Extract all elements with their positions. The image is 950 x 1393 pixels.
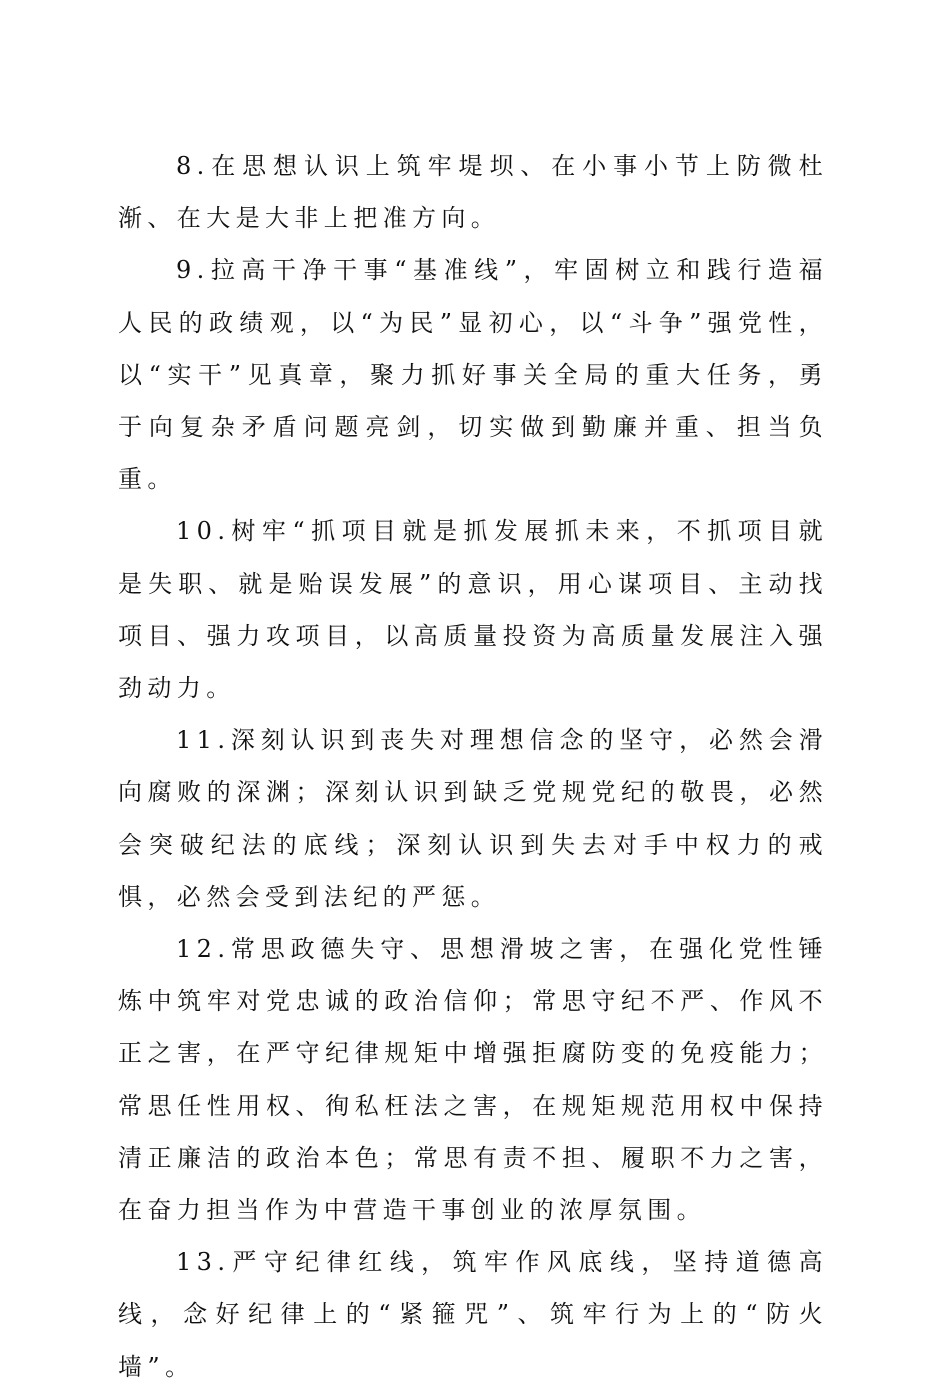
paragraph-13: 13.严守纪律红线，筑牢作风底线，坚持道德高线，念好纪律上的“紧箍咒”、筑牢行为上的“防火墙”。	[118, 1248, 828, 1381]
document-body	[118, 140, 828, 1393]
paragraph-12: 12.常思政德失守、思想滑坡之害，在强化党性锤炼中筑牢对党忠诚的政治信仰；常思守纪不严、作风不正之害，在严守纪律规矩中增强拒腐防变的免疫能力；常思任性用权、徇私枉法之害，在规矩规范用权中保持清正廉洁的政治本色；常思有责不担、履职不力之害，在奋力担当作为中营造干事创业的浓厚氛围。	[118, 935, 828, 1225]
paragraph-10: 10.树牢“抓项目就是抓发展抓未来，不抓项目就是失职、就是贻误发展”的意识，用心谋项目、主动找项目、强力攻项目，以高质量投资为高质量发展注入强劲动力。	[118, 517, 828, 703]
paragraph-11: 11.深刻认识到丧失对理想信念的坚守，必然会滑向腐败的深渊；深刻认识到缺乏党规党纪的敬畏，必然会突破纪法的底线；深刻认识到失去对手中权力的戒惧，必然会受到法纪的严惩。	[118, 726, 828, 911]
paragraph-9: 9.拉高干净干事“基准线”，牢固树立和践行造福人民的政绩观，以“为民”显初心，以“斗争”强党性，以“实干”见真章，聚力抓好事关全局的重大任务，勇于向复杂矛盾问题亮剑，切实做到勤廉并重、担当负重。	[118, 256, 828, 494]
paragraph-8: 8.在思想认识上筑牢堤坝、在小事小节上防微杜渐、在大是大非上把准方向。	[118, 152, 828, 233]
